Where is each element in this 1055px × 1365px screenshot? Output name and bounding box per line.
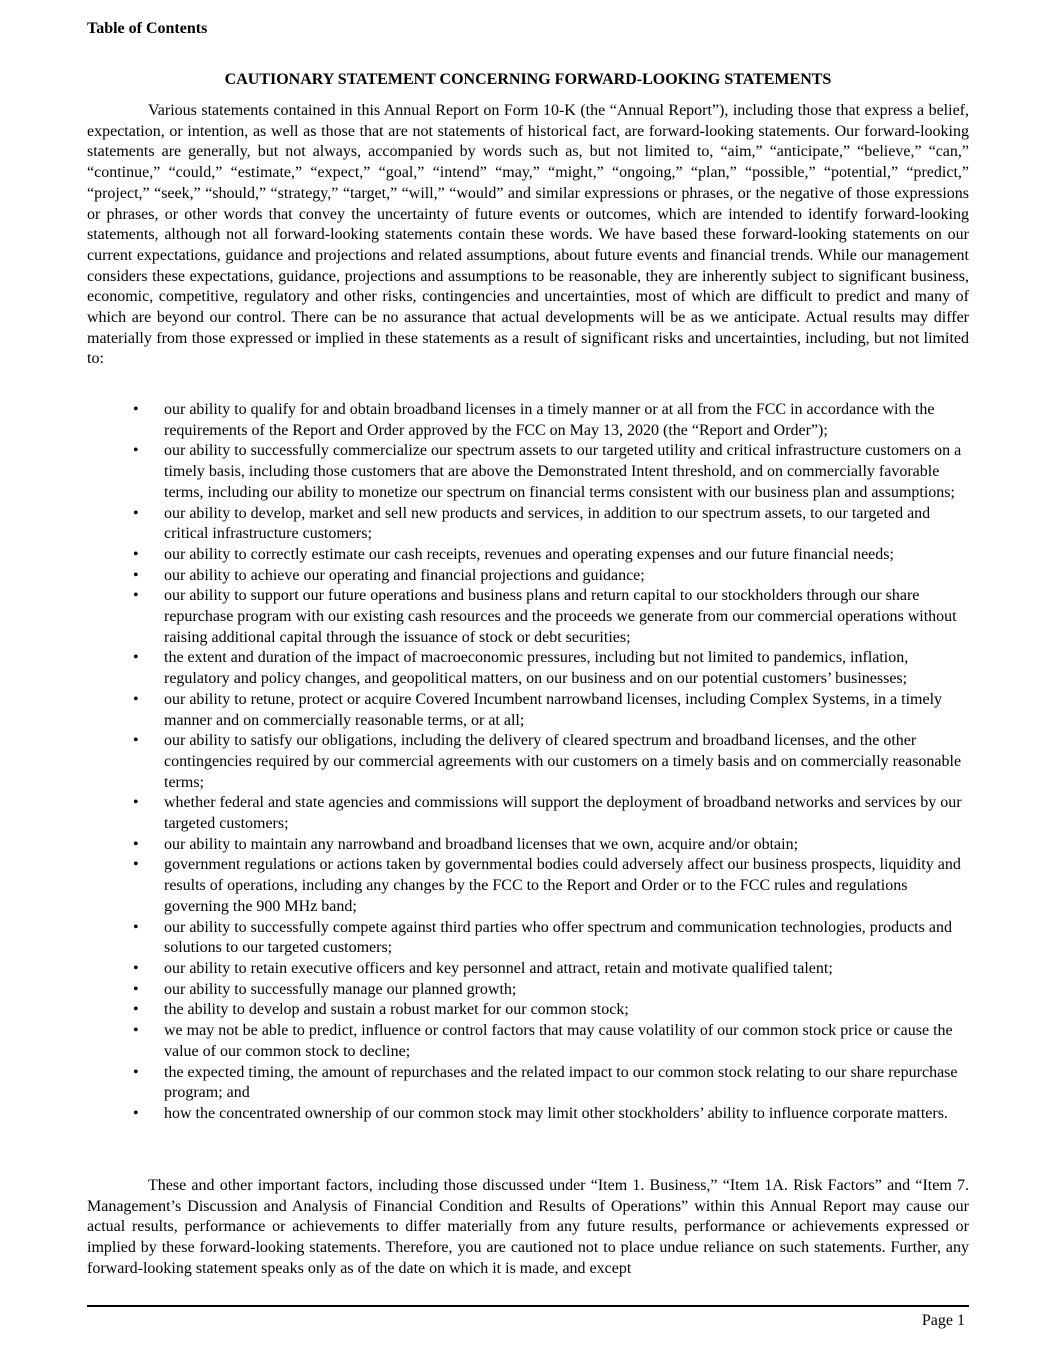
bullet-icon: • (133, 732, 139, 750)
list-item-text: our ability to retune, protect or acquire Covered Incumbent narrowband licenses, including Complex Systems, in a timely manner and on commercially reasonable terms, or at all; (164, 690, 943, 729)
bullet-icon: • (133, 1104, 139, 1122)
list-item (87, 1000, 969, 1021)
list-item (87, 441, 969, 503)
bullet-icon: • (133, 1022, 139, 1040)
bullet-icon: • (133, 1063, 139, 1081)
list-item (87, 959, 969, 980)
intro-paragraph: Various statements contained in this Annual Report on Form 10-K (the “Annual Report”), including those that express a belief, expectation, or intention, as well as those that are not statements of historical fact, are forward-looking statements. Our forward-looking statements are generally, but not always, accompanied by words such as, but not limited to, “aim,” “anticipate,” “believe,” “can,” “continue,” “could,” “estimate,” “expect,” “goal,” “intend” “may,” “might,” “ongoing,” “plan,” “possible,” “potential,” “predict,” “project,” “seek,” “should,” “strategy,” “target,” “will,” “would” and similar expressions or phrases, or the negative of those expressions or phrases, or other words that convey the uncertainty of future events or outcomes, which are intended to identify forward-looking statements, although not all forward-looking statements contain these words. We have based these forward-looking statements on our current expectations, guidance and projections and related assumptions, about future events and financial trends. While our management considers these expectations, guidance, projections and assumptions to be reasonable, they are inherently subject to significant business, economic, competitive, regulatory and other risks, contingencies and uncertainties, most of which are difficult to predict and many of which are beyond our control. There can be no assurance that actual developments will be as we anticipate. Actual results may differ materially from those expressed or implied in these statements as a result of significant risks and uncertainties, including, but not limited to: (87, 102, 969, 368)
list-item-text: our ability to successfully commercialize our spectrum assets to our targeted utility and critical infrastructure customers on a timely basis, including those customers that are above the Demonstrated Intent threshold, and on commercially favorable terms, including our ability to monetize our spectrum on financial terms consistent with our business plan and assumptions; (164, 442, 962, 501)
list-item-text: our ability to maintain any narrowband and broadband licenses that we own, acquire and/or obtain; (164, 835, 799, 853)
list-item-text: our ability to correctly estimate our cash receipts, revenues and operating expenses and our future financial needs; (164, 545, 894, 563)
list-item (87, 918, 969, 959)
bullet-icon: • (133, 856, 139, 874)
list-item-text: we may not be able to predict, influence or control factors that may cause volatility of our common stock price or cause the value of our common stock to decline; (164, 1022, 953, 1060)
bullet-icon: • (133, 587, 139, 605)
bullet-icon: • (133, 504, 139, 522)
bullet-icon: • (133, 690, 139, 708)
list-item (87, 400, 969, 441)
list-item-text: our ability to develop, market and sell new products and services, in addition to our spectrum assets, to our targeted and critical infrastructure customers; (164, 504, 931, 543)
list-item (87, 731, 969, 793)
list-item (87, 545, 969, 566)
bullet-icon: • (133, 1001, 139, 1019)
list-item-text: the ability to develop and sustain a robust market for our common stock; (164, 1001, 629, 1019)
list-item (87, 980, 969, 1001)
page-number: Page 1 (921, 1312, 965, 1329)
section-title: CAUTIONARY STATEMENT CONCERNING FORWARD-LOOKING STATEMENTS (224, 71, 832, 88)
list-item (87, 1021, 969, 1062)
bullet-icon: • (133, 401, 139, 418)
bullet-icon: • (133, 835, 139, 853)
list-item (87, 1104, 969, 1125)
bullet-icon: • (133, 566, 139, 584)
list-item (87, 835, 969, 856)
list-item-text: our ability to qualify for and obtain broadband licenses in a timely manner or at all from the FCC in accordance with the requirements of the Report and Order approved by the FCC on May 13, 2020 (the “Report and Order”); (164, 401, 935, 439)
list-item-text: our ability to satisfy our obligations, including the delivery of cleared spectrum and broadband licenses, and the other contingencies required by our commercial agreements with our customers on a timely basis and on commercially reasonable terms; (164, 732, 962, 791)
footer-divider (87, 1305, 969, 1307)
bullet-icon: • (133, 959, 139, 977)
bullet-icon: • (133, 794, 139, 812)
closing-paragraph: These and other important factors, including those discussed under “Item 1. Business,” “Item 1A. Risk Factors” and “Item 7. Management’s Discussion and Analysis of Financial Condition and Results of Operations” within this Annual Report may cause our actual results, performance or achievements to differ materially from any future results, performance or achievements expressed or implied by these forward-looking statements. Therefore, you are cautioned not to place undue reliance on such statements. Further, any forward-looking statement speaks only as of the date on which it is made, and except (87, 1177, 969, 1277)
list-item-text: our ability to successfully compete against third parties who offer spectrum and communication technologies, products and solutions to our targeted customers; (164, 918, 952, 957)
list-item-text: how the concentrated ownership of our common stock may limit other stockholders’ ability to influence corporate matters. (164, 1104, 948, 1122)
bullet-icon: • (133, 545, 139, 563)
list-item-text: whether federal and state agencies and commissions will support the deployment of broadband networks and services by our targeted customers; (164, 794, 962, 833)
list-item-text: our ability to support our future operations and business plans and return capital to our stockholders through our share repurchase program with our existing cash resources and the proceeds we generate from our commercial operations without raising additional capital through the issuance of stock or debt securities; (164, 587, 957, 646)
list-item-text: the extent and duration of the impact of macroeconomic pressures, including but not limited to pandemics, inflation, regulatory and policy changes, and geopolitical matters, on our business and on our potential customers’ businesses; (164, 649, 909, 688)
list-item-text: our ability to retain executive officers and key personnel and attract, retain and motivate qualified talent; (164, 959, 833, 977)
list-item (87, 793, 969, 834)
list-item (87, 855, 969, 917)
list-item (87, 504, 969, 545)
bullet-icon: • (133, 442, 139, 460)
list-item-text: our ability to successfully manage our planned growth; (164, 980, 517, 998)
list-item (87, 586, 969, 648)
list-item (87, 1063, 969, 1104)
list-item-text: our ability to achieve our operating and financial projections and guidance; (164, 566, 645, 584)
table-of-contents-link[interactable]: Table of Contents (87, 20, 208, 37)
list-item (87, 566, 969, 587)
bullet-icon: • (133, 980, 139, 998)
list-item (87, 648, 969, 689)
list-item-text: the expected timing, the amount of repurchases and the related impact to our common stock relating to our share repurchase program; and (164, 1063, 958, 1102)
bullet-icon: • (133, 918, 139, 936)
list-item-text: government regulations or actions taken by governmental bodies could adversely affect our business prospects, liquidity and results of operations, including any changes by the FCC to the Report and Order or to the FCC rules and regulations governing the 900 MHz band; (164, 856, 961, 915)
list-item (87, 690, 969, 731)
bullet-icon: • (133, 649, 139, 667)
risk-factor-list (87, 400, 969, 1125)
